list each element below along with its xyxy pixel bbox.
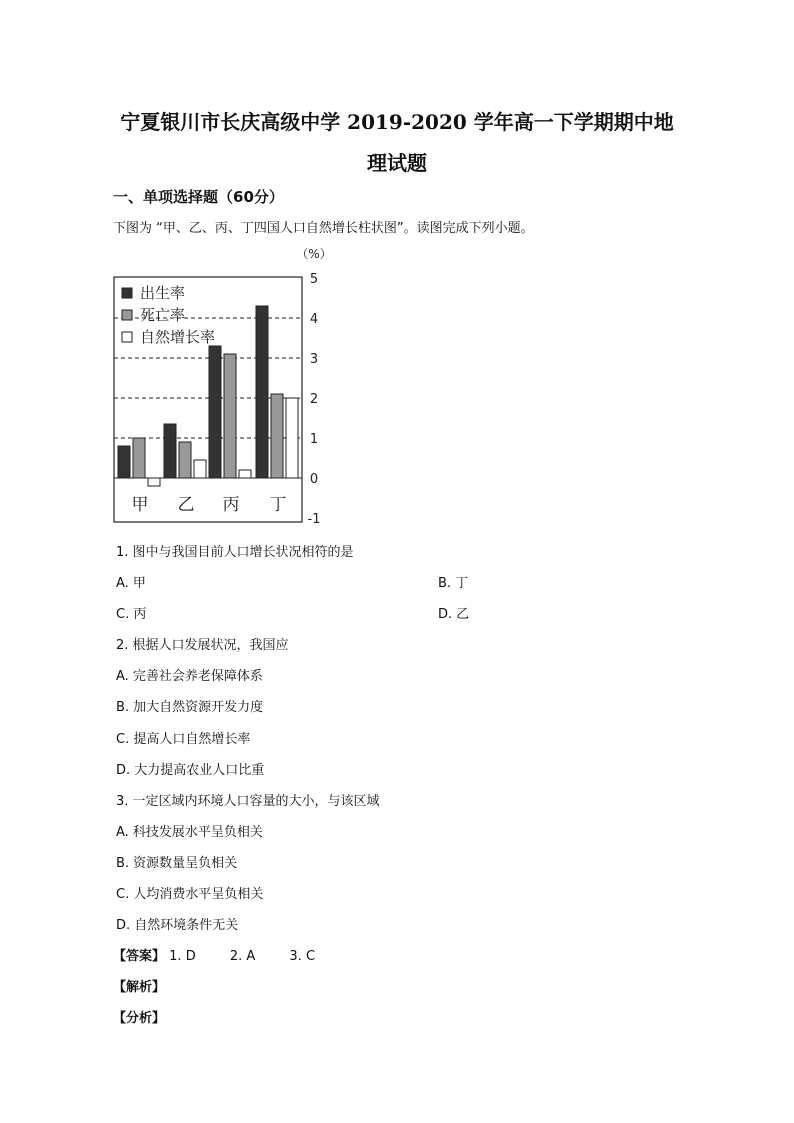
- bar: [148, 478, 160, 486]
- population-growth-chart: [108, 240, 338, 530]
- y-tick-label: 0: [309, 472, 319, 487]
- question-3-option-c: C. 人均消费水平呈负相关: [116, 887, 264, 902]
- question-1-option-d: D. 乙: [438, 607, 470, 622]
- x-category-label: 甲: [131, 495, 149, 515]
- bar: [133, 438, 145, 478]
- y-tick-label: 5: [309, 272, 319, 287]
- y-tick-label: 4: [309, 312, 319, 327]
- question-2-option-d: D. 大力提高农业人口比重: [116, 763, 265, 778]
- bar: [286, 398, 298, 478]
- bar: [118, 446, 130, 478]
- legend-label: 死亡率: [140, 306, 186, 324]
- answer-tag: 【答案】: [113, 949, 166, 964]
- bar: [239, 470, 251, 478]
- question-1-option-c: C. 丙: [116, 607, 147, 622]
- question-1-option-b: B. 丁: [438, 576, 469, 591]
- legend-label: 自然增长率: [140, 328, 216, 346]
- document-title-line1: 宁夏银川市长庆高级中学 2019-2020 学年高一下学期期中地: [120, 110, 674, 134]
- analysis-heading: 【解析】: [113, 980, 166, 995]
- fenxi-heading: 【分析】: [113, 1011, 166, 1026]
- bar: [224, 354, 236, 478]
- bar: [256, 306, 268, 478]
- question-1-stem: 1. 图中与我国目前人口增长状况相符的是: [116, 545, 354, 560]
- document-title-line2: 理试题: [367, 151, 427, 175]
- question-1-option-a: A. 甲: [116, 576, 146, 591]
- y-unit-label: （%）: [296, 247, 332, 261]
- answer-item-1: 1. D: [169, 949, 196, 964]
- question-2-option-c: C. 提高人口自然增长率: [116, 732, 251, 747]
- y-tick-label: 1: [309, 432, 319, 447]
- question-3-option-b: B. 资源数量呈负相关: [116, 856, 238, 871]
- question-3-stem: 3. 一定区域内环境人口容量的大小，与该区域: [116, 794, 380, 809]
- bar: [271, 394, 283, 478]
- answer-item-2: 2. A: [229, 949, 256, 964]
- legend-swatch: [122, 288, 132, 298]
- question-2-option-a: A. 完善社会养老保障体系: [116, 669, 263, 684]
- bar: [179, 442, 191, 478]
- answer-item-3: 3. C: [289, 949, 316, 964]
- x-category-label: 乙: [177, 495, 195, 515]
- question-2-option-b: B. 加大自然资源开发力度: [116, 700, 264, 715]
- answer-line: [113, 945, 345, 964]
- legend-label: 出生率: [140, 284, 186, 302]
- x-category-label: 丁: [269, 495, 287, 515]
- legend-swatch: [122, 310, 132, 320]
- y-tick-label: 3: [309, 352, 319, 367]
- x-category-label: 丙: [222, 495, 240, 515]
- legend-swatch: [122, 332, 132, 342]
- question-2-stem: 2. 根据人口发展状况，我国应: [116, 638, 289, 653]
- section-heading: 一、单项选择题（60分）: [113, 188, 284, 206]
- question-3-option-a: A. 科技发展水平呈负相关: [116, 825, 263, 840]
- bar: [209, 346, 221, 478]
- bar: [194, 460, 206, 478]
- question-3-option-d: D. 自然环境条件无关: [116, 918, 239, 933]
- y-tick-label: 2: [309, 392, 319, 407]
- y-tick-label: -1: [307, 512, 321, 527]
- bar: [164, 424, 176, 478]
- question-intro: 下图为 “甲、乙、丙、丁四国人口自然增长柱状图”。读图完成下列小题。: [113, 221, 534, 236]
